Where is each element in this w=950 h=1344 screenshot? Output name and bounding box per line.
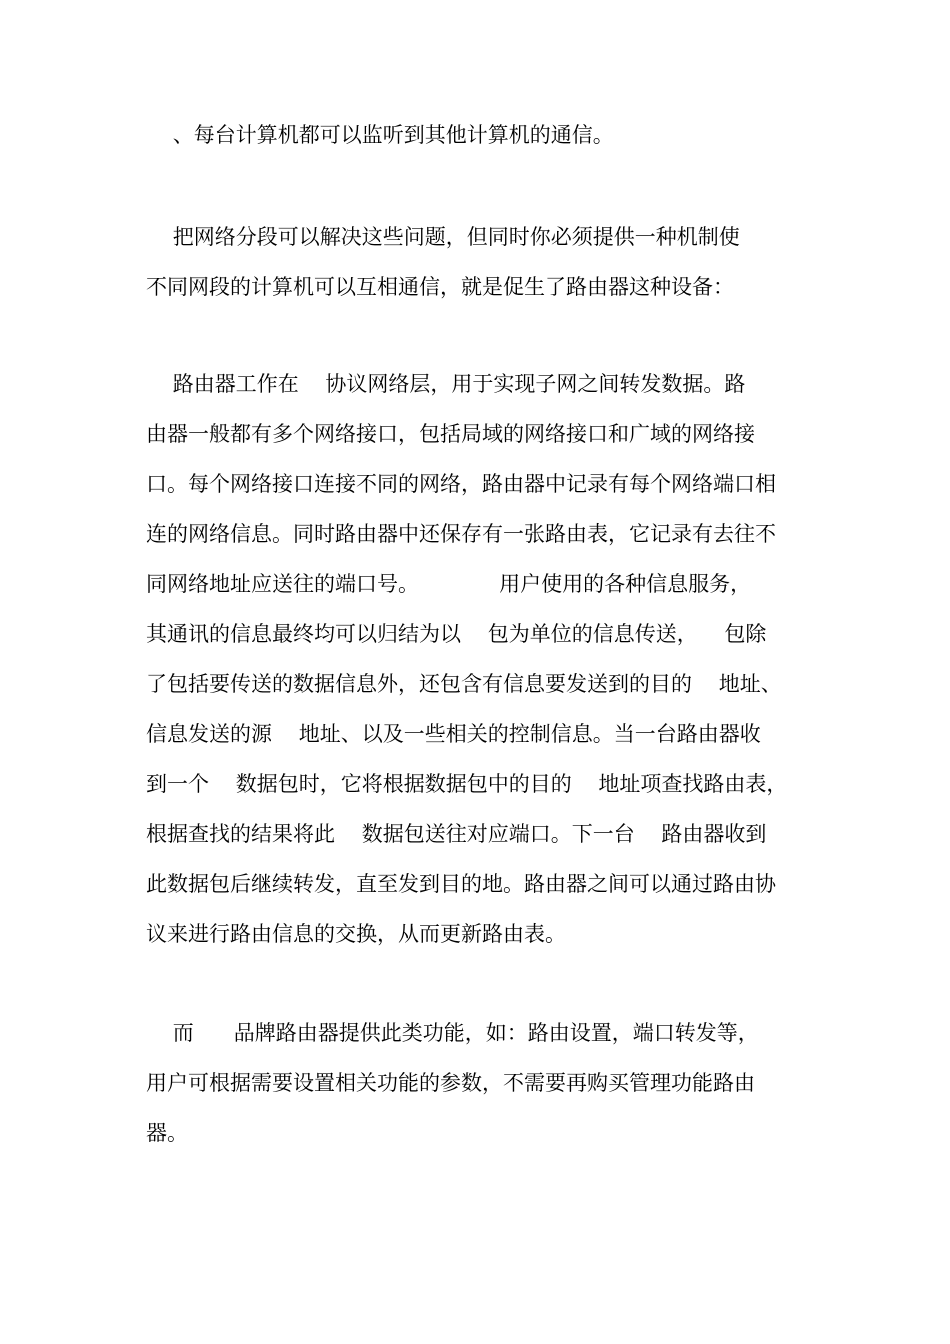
paragraph-3-line-3: 口。每个网络接口连接不同的网络，路由器中记录有每个网络端口相 [146, 472, 776, 496]
paragraph-3-line-9: 到一个 数据包时，它将根据数据包中的目的 地址项查找路由表， [146, 772, 788, 796]
paragraph-2-line-1: 把网络分段可以解决这些问题，但同时你必须提供一种机制使 [146, 225, 740, 249]
paragraph-4-line-1: 而 品牌路由器提供此类功能，如：路由设置，端口转发等， [146, 1021, 759, 1045]
paragraph-4-line-2: 用户可根据需要设置相关功能的参数，不需要再购买管理功能路由 [146, 1071, 755, 1095]
paragraph-3-line-11: 此数据包后继续转发，直至发到目的地。路由器之间可以通过路由协 [146, 872, 776, 896]
paragraph-3-line-5: 同网络地址应送往的端口号。 用户使用的各种信息服务， [146, 572, 752, 596]
paragraph-3-line-7: 了包括要传送的数据信息外，还包含有信息要发送到的目的 地址、 [146, 672, 782, 696]
paragraph-3-line-8: 信息发送的源 地址、以及一些相关的控制信息。当一台路由器收 [146, 722, 761, 746]
paragraph-3-line-12: 议来进行路由信息的交换，从而更新路由表。 [146, 922, 566, 946]
paragraph-3-line-1: 路由器工作在 协议网络层，用于实现子网之间转发数据。路 [146, 372, 746, 396]
paragraph-3-line-2: 由器一般都有多个网络接口，包括局域的网络接口和广域的网络接 [146, 422, 755, 446]
paragraph-3-line-4: 连的网络信息。同时路由器中还保存有一张路由表，它记录有去往不 [146, 522, 776, 546]
paragraph-1-line-1: 、每台计算机都可以监听到其他计算机的通信。 [146, 123, 614, 147]
paragraph-2-line-2: 不同网段的计算机可以互相通信，就是促生了路由器这种设备： [146, 275, 734, 299]
paragraph-3-line-10: 根据查找的结果将此 数据包送往对应端口。下一台 路由器收到 [146, 822, 767, 846]
paragraph-3-line-6: 其通讯的信息最终均可以归结为以 包为单位的信息传送， 包除 [146, 622, 767, 646]
paragraph-4-line-3: 器。 [146, 1121, 188, 1145]
